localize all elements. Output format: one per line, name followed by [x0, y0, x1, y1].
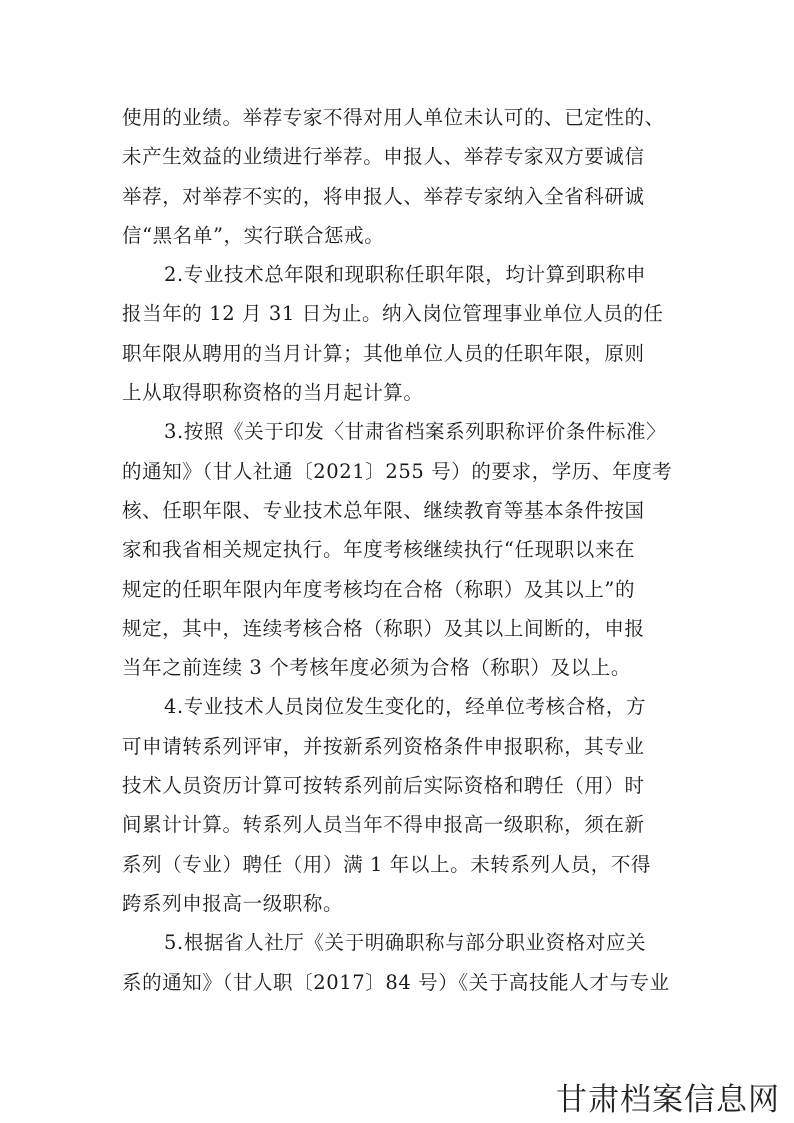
text-line: 2.专业技术总年限和现职称任职年限，均计算到职称申: [164, 263, 647, 287]
text-line: 规定的任职年限内年度考核均在合格（称职）及其以上”的: [122, 577, 636, 601]
text-line: 跨系列申报高一级职称。: [122, 891, 344, 915]
text-line: 的通知》（甘人社通〔2021〕255 号）的要求，学历、年度考: [122, 459, 673, 483]
text-line: 规定，其中，连续考核合格（称职）及其以上间断的，申报: [122, 616, 645, 640]
document-body: [122, 98, 682, 1002]
text-line: 核、任职年限、专业技术总年限、继续教育等基本条件按国: [122, 498, 645, 522]
text-line: 3.按照《关于印发〈甘肃省档案系列职称评价条件标准〉: [164, 420, 667, 444]
watermark: 甘肃档案信息网: [556, 1082, 780, 1118]
text-line: 家和我省相关规定执行。年度考核继续执行“任现职以来在: [122, 538, 636, 562]
text-line: 可申请转系列评审，并按新系列资格条件申报职称，其专业: [122, 734, 645, 758]
text-line: 技术人员资历计算可按转系列前后实际资格和聘任（用）时: [122, 774, 645, 798]
text-line: 未产生效益的业绩进行举荐。申报人、举荐专家双方要诚信: [122, 145, 645, 169]
text-line: 间累计计算。转系列人员当年不得申报高一级职称，须在新: [122, 813, 645, 837]
text-line: 职年限从聘用的当月计算；其他单位人员的任职年限，原则: [122, 341, 645, 365]
text-line: 系列（专业）聘任（用）满 1 年以上。未转系列人员，不得: [122, 852, 652, 876]
text-line: 上从取得职称资格的当月起计算。: [122, 381, 424, 405]
text-line: 举荐，对举荐不实的，将申报人、举荐专家纳入全省科研诚: [122, 184, 645, 208]
text-line: 系的通知》（甘人职〔2017〕84 号）《关于高技能人才与专业: [122, 970, 670, 994]
text-line: 使用的业绩。举荐专家不得对用人单位未认可的、已定性的、: [122, 106, 665, 129]
text-line: 5.根据省人社厅《关于明确职称与部分职业资格对应关: [164, 931, 647, 955]
text-line: 4.专业技术人员岗位发生变化的，经单位考核合格，方: [164, 695, 647, 719]
text-line: 信“黑名单”，实行联合惩戒。: [122, 223, 385, 247]
text-line: 当年之前连续 3 个考核年度必须为合格（称职）及以上。: [122, 656, 632, 680]
text-line: 报当年的 12 月 31 日为止。纳入岗位管理事业单位人员的任: [122, 302, 664, 326]
